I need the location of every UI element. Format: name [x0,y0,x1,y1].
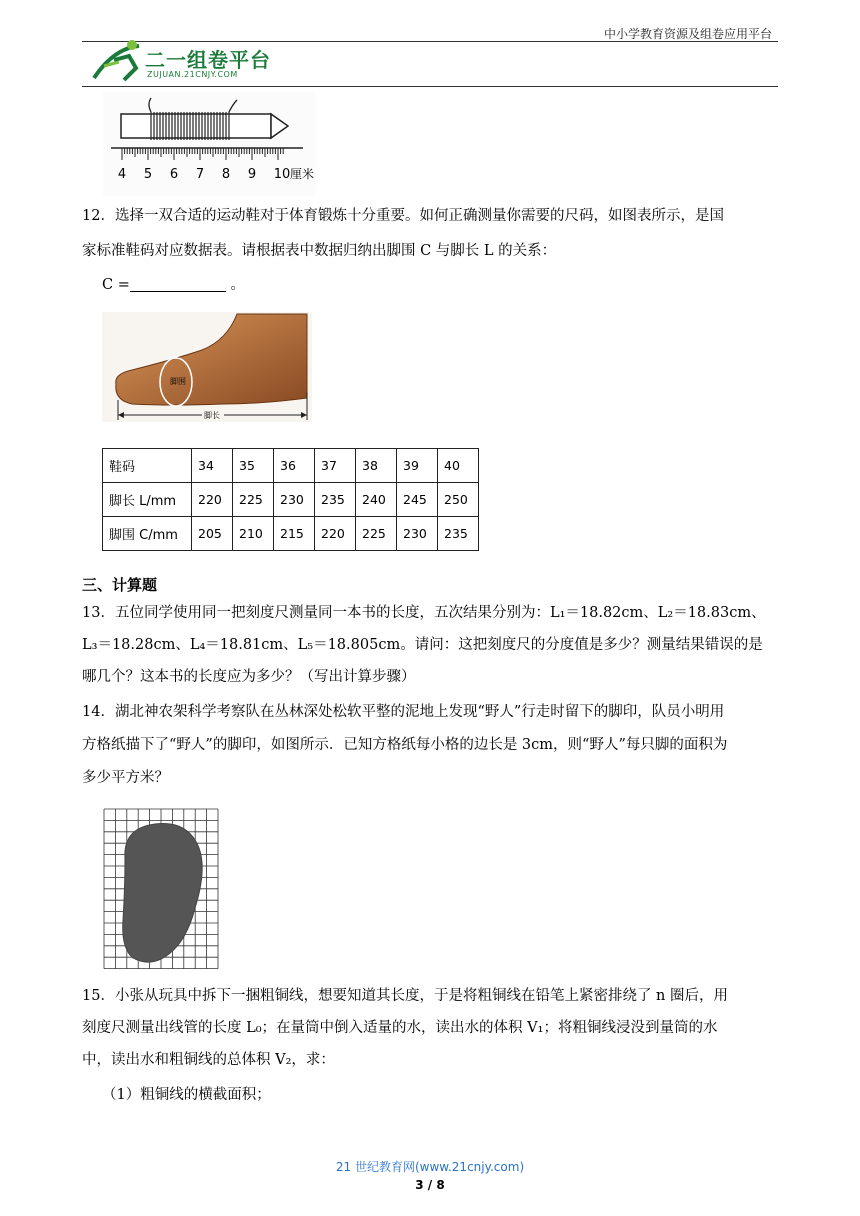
table-cell: 40 [438,449,479,483]
ruler-tick-label: 8 [221,167,231,182]
table-cell: 230 [397,517,438,551]
table-cell: 205 [192,517,233,551]
ruler-tick-label: 5 [143,167,153,182]
table-cell: 245 [397,483,438,517]
ruler-tick-label: 7 [195,167,205,182]
foot-figure [102,312,312,422]
footer-link[interactable]: 21 世纪教育网(www.21cnjy.com) [335,1160,525,1174]
ruler-tick-label: 4 [117,167,127,182]
table-cell: 235 [438,517,479,551]
table-cell: 225 [233,483,274,517]
table-cell: 38 [356,449,397,483]
platform-name: 中小学教育资源及组卷应用平台 [603,27,772,41]
table-cell: 34 [192,449,233,483]
table-cell: 225 [356,517,397,551]
q12-line1: 12．选择一双合适的运动鞋对于体育锻炼十分重要。如何正确测量你需要的尺码，如图表所示，是国 [82,208,724,224]
logo-subtitle: ZUJUAN.21CNJY.COM [147,70,238,79]
table-header-cell: 脚围 C/mm [103,517,192,551]
table-cell: 37 [315,449,356,483]
table-cell: 220 [192,483,233,517]
table-row [103,517,479,551]
table-cell: 250 [438,483,479,517]
ruler-tick-label: 10 [273,167,291,182]
q15-line1: 15．小张从玩具中拆下一捆粗铜线，想要知道其长度，于是将粗铜线在铅笔上紧密排绕了 n 圈后，用 [82,988,729,1004]
table-cell: 235 [315,483,356,517]
q15-line2: 刻度尺测量出线管的长度 L₀；在量筒中倒入适量的水，读出水的体积 V₁；将粗铜线浸没到量筒的水 [82,1020,718,1036]
table-row [103,449,479,483]
q12-answer-suffix: 。 [230,277,245,293]
shoe-size-table [102,448,479,551]
q15-sub1: （1）粗铜线的横截面积； [102,1087,271,1103]
table-cell: 230 [274,483,315,517]
q12-answer [102,272,245,299]
table-cell: 220 [315,517,356,551]
table-cell: 39 [397,449,438,483]
footprint-grid-figure [103,808,219,970]
q12-answer-prefix: C = [102,277,130,293]
q14-line1: 14．湖北神农架科学考察队在丛林深处松软平整的泥地上发现“野人”行走时留下的脚印，队员小明用 [82,704,725,720]
table-cell: 36 [274,449,315,483]
q13-line3: 哪几个？这本书的长度应为多少？（写出计算步骤） [82,669,416,685]
q14-line3: 多少平方米？ [82,770,169,786]
table-row [103,483,479,517]
ruler-pencil-figure [103,92,315,196]
table-header-cell: 鞋码 [103,449,192,483]
table-cell: 215 [274,517,315,551]
page-number: 3 / 8 [415,1178,445,1192]
q14-line2: 方格纸描下了“野人”的脚印，如图所示．已知方格纸每小格的边长是 3cm，则“野人”每只脚的面积为 [82,737,728,753]
ruler-tick-label: 9 [247,167,257,182]
table-cell: 240 [356,483,397,517]
ruler-tick-label: 6 [169,167,179,182]
table-cell: 210 [233,517,274,551]
ruler-unit: 厘米 [290,167,315,181]
q13-line2: L₃＝18.28cm、L₄＝18.81cm、L₅＝18.805cm。请问：这把刻度尺的分度值是多少？测量结果错误的是 [82,637,763,653]
q12-line2: 家标准鞋码对应数据表。请根据表中数据归纳出脚围 C 与脚长 L 的关系： [82,243,557,259]
section-title: 三、计算题 [82,576,158,594]
header-bottom-divider [82,86,778,87]
foot-length-label: 脚长 [204,411,220,420]
q15-line3: 中，读出水和粗铜线的总体积 V₂，求： [82,1052,335,1068]
q12-answer-blank[interactable] [130,275,226,292]
table-header-cell: 脚长 L/mm [103,483,192,517]
logo-title: 二一组卷平台 [145,48,271,72]
table-cell: 35 [233,449,274,483]
foot-girth-label: 脚围 [170,377,186,386]
q13-line1: 13．五位同学使用同一把刻度尺测量同一本书的长度，五次结果分别为：L₁＝18.82cm、L₂＝18.83cm、 [82,605,766,621]
